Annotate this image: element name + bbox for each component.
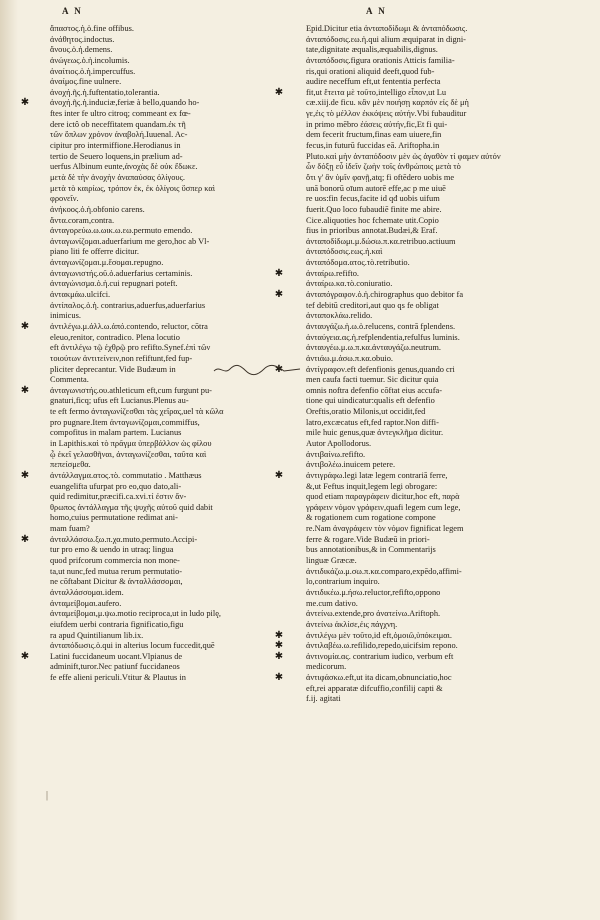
line-text: ἀνταυγάζω.ἡ.ω.ὁ.relucens, contrā fplendens.: [306, 321, 456, 331]
line-text: ἀνταπόδοσις.figura orationis Atticis familia-: [306, 55, 455, 65]
text-line: [306, 333, 538, 344]
running-head-left: A N: [62, 6, 83, 16]
text-line: [50, 407, 282, 418]
asterisk-marker-icon: ✱: [20, 533, 30, 545]
text-line: [306, 205, 538, 216]
text-line: [50, 577, 282, 588]
text-line: [50, 184, 282, 195]
line-text: ἀνταμείβομαι,μ.ψω.motio reciproca,ut in ludo pilę,: [50, 609, 222, 619]
line-text: ἀνταπόδοσις.εως.ἡ.καὶ: [306, 247, 383, 257]
line-text: omnis noftra defenfio cōftat eius accufa-: [306, 385, 443, 395]
text-line: [50, 216, 282, 227]
text-line: [50, 662, 282, 673]
text-line: [50, 247, 282, 258]
line-text: ἀντάλλαγμα.ατος.τὸ. commutatio . Matthæus: [50, 470, 202, 480]
line-text: ἀνοχή.ῆς.ἡ.fuftentatio,tolerantia.: [50, 87, 160, 97]
text-line: [274, 86, 538, 99]
text-line: [50, 482, 282, 493]
text-line: [50, 35, 282, 46]
text-line: [306, 152, 538, 163]
running-head-right: A N: [366, 6, 387, 16]
text-line: [306, 375, 538, 386]
text-line: [306, 482, 538, 493]
text-line: [306, 407, 538, 418]
text-line: [306, 130, 538, 141]
line-text: ferre & rogare.Vide Budæū in priori-: [306, 534, 430, 544]
line-text: ἀνταλλάσσομαι.idem.: [50, 587, 124, 597]
text-line: [306, 216, 538, 227]
text-line: [306, 599, 538, 610]
text-line: [50, 152, 282, 163]
line-text: ris,qui orationi aliquid deeft,quod fub-: [306, 66, 435, 76]
line-text: ἀνώγεως.ὁ.ἡ.incolumis.: [50, 55, 130, 65]
text-line: [50, 45, 282, 56]
line-text: Commenta.: [50, 375, 89, 385]
text-line: [306, 279, 538, 290]
text-line: [50, 545, 282, 556]
text-line: [274, 672, 538, 684]
line-text: ἀντιβαίνω.refifto.: [306, 449, 366, 459]
line-text: tate,dignitate æqualis,æquabilis,dignus.: [306, 45, 438, 55]
text-line: [50, 428, 282, 439]
line-text: φρονεῖν.: [50, 194, 79, 204]
text-line: [306, 439, 538, 450]
text-line: [274, 629, 538, 642]
line-text: ἀνταλλάσσω.ξω.π.χα.muto,permuto.Accipi-: [50, 534, 198, 544]
line-text: τοιούτων ἀντιτείνειν,non refiftunt,fed fup-: [50, 353, 193, 363]
text-line: [50, 418, 282, 429]
line-text: ᾧ ἐκεῖ γελασθῆναι, ἀνταγωνίζεσθαι, ταῦτα καὶ: [50, 449, 207, 459]
asterisk-marker-icon: ✱: [20, 650, 30, 662]
line-text: quod prifcorum commercia non mone-: [50, 556, 180, 566]
line-text: ἀντίγραφον.eft defenfionis genus,quando cri: [306, 364, 455, 374]
line-text: quid redimitur,præcifi.ca.xvi.τί ἐστιν ἄν-: [50, 492, 187, 502]
text-line: [50, 77, 282, 88]
text-line: [50, 641, 282, 652]
line-text: mam fuam?: [50, 524, 90, 534]
line-text: ἀνταπόδοσις.εω.ἡ.qui alium æquiparat in digni-: [306, 34, 466, 44]
asterisk-marker-icon: ✱: [274, 363, 284, 375]
line-text: ἀνταποκλάω.relido.: [306, 311, 373, 321]
line-text: bus annotationibus,& in Commentarijs: [306, 545, 436, 555]
line-text: f.ij. agitati: [306, 694, 341, 704]
text-line: [20, 320, 282, 333]
line-text: ἀνταγωνίζομαι.μ.ἔσομαι.repugno.: [50, 258, 164, 268]
text-line: [50, 194, 282, 205]
text-line: [306, 684, 538, 695]
line-text: inimicus.: [50, 311, 81, 321]
line-text: ἀντιβολέω.inuicem petere.: [306, 460, 396, 470]
line-text: tef debitū creditori,aut quo qs fe obligat: [306, 300, 439, 310]
text-line: [50, 67, 282, 78]
asterisk-marker-icon: ✱: [274, 469, 284, 481]
text-line: [306, 343, 538, 354]
text-line: [50, 450, 282, 461]
text-line: [306, 567, 538, 578]
text-line: [50, 609, 282, 620]
line-text: dem fecerit fructum,finas eam uiuere,fin: [306, 130, 442, 140]
text-line: [306, 98, 538, 109]
text-line: [306, 194, 538, 205]
text-line: [50, 599, 282, 610]
line-text: ἀνταγώνισμα.ὁ.ἡ.cui repugnari poteft.: [50, 279, 178, 289]
text-line: [50, 226, 282, 237]
text-line: [306, 311, 538, 322]
line-text: μετὰ δὲ τὴν ἀνοχὴν ἀναπαύσας ὀλίγους.: [50, 172, 185, 182]
asterisk-marker-icon: ✱: [274, 650, 284, 662]
text-line: [50, 588, 282, 599]
line-text: ἀνταύγεια.ας.ἡ.refplendentia,refulfus luminis.: [306, 332, 460, 342]
text-line: [306, 588, 538, 599]
text-line: [50, 460, 282, 471]
line-text: ἀντιδικάζω.μ.σω.π.κα.comparo,expēdo,affimi-: [306, 566, 462, 576]
line-text: ἀναίμος.fine uulnere.: [50, 77, 122, 87]
asterisk-marker-icon: ✱: [20, 97, 30, 109]
text-line: [50, 130, 282, 141]
line-text: me.cum dativo.: [306, 598, 358, 608]
line-text: γράφειν νόμον γράφειν,quafi legem cum lege,: [306, 502, 461, 512]
text-line: [306, 513, 538, 524]
text-line: [306, 620, 538, 631]
line-text: eft ἀντιλέγω τῷ ἐχθρῷ pro refifto.Synef.ἐπὶ τῶν: [50, 343, 211, 353]
text-line: [306, 247, 538, 258]
text-line: [50, 301, 282, 312]
asterisk-marker-icon: ✱: [20, 320, 30, 332]
line-text: ὅτι γ' ἂν ὑμῖν φανῇ,atq; fi oftēdero uobis me: [306, 172, 455, 182]
text-line: [50, 279, 282, 290]
line-text: tur pro emo & uendo in utraq; lingua: [50, 545, 174, 555]
text-line: [274, 469, 538, 482]
line-text: ἄντα.coram,contra.: [50, 215, 115, 225]
text-line: [306, 396, 538, 407]
text-line: [306, 173, 538, 184]
line-text: in primo mēbro ἐάσεις αὐτήν,fic,Et fi qui-: [306, 119, 448, 129]
line-text: γε,ἐις τὸ μέλλον ἐκκόψεις αὐτήν.Vbi fubauditur: [306, 109, 467, 119]
line-text: pliciter deprecantur. Vide Budæum in: [50, 364, 176, 374]
line-text: ἀνταπόγραφον.ὁ.ἡ.chirographus quo debitor fa: [306, 290, 464, 300]
left-column: [20, 24, 282, 684]
line-text: ἀνταμείβομαι.aufero.: [50, 598, 122, 608]
text-line: [20, 533, 282, 546]
text-line: [306, 24, 538, 35]
text-line: [306, 226, 538, 237]
right-column: [274, 24, 538, 705]
line-text: ἀντιγράφω.legi latæ legem contrariā ferre,: [306, 470, 448, 480]
line-text: ἀντιλέγω μὲν τοῦτο,id eft,ὁμοιῶ,ὑπόκειμαι.: [306, 630, 452, 640]
text-line: [306, 56, 538, 67]
text-line: [50, 311, 282, 322]
asterisk-marker-icon: ✱: [20, 384, 30, 396]
line-text: ἀνταπόδομα.ατος.τὸ.retributio.: [306, 258, 410, 268]
line-text: & rogationem cum rogatione compone: [306, 513, 436, 523]
text-line: [50, 269, 282, 280]
text-line: [306, 609, 538, 620]
line-text: ἀνήκοος.ὁ.ἡ.obfonio carens.: [50, 204, 145, 214]
text-line: [50, 343, 282, 354]
text-line: [20, 469, 282, 482]
line-text: ἀνταπόδωσις.ὁ.qui in alterius locum fuccedit,quē: [50, 641, 215, 651]
text-line: [306, 67, 538, 78]
line-text: gnaturi,ficq; ufus eft Lucianus.Plenus au-: [50, 396, 189, 406]
asterisk-marker-icon: ✱: [274, 86, 284, 98]
asterisk-marker-icon: ✱: [274, 672, 284, 684]
text-line: [50, 333, 282, 344]
line-text: μετὰ τὸ καιρίως, τρόπον ἐκ, ἐκ ὀλίγοις ὕσπερ καὶ: [50, 183, 216, 193]
line-text: re.Nam ἀναγράφειν τὸν νόμον fignificat legem: [306, 524, 464, 534]
text-line: [50, 492, 282, 503]
line-text: ἀνάθητος.indoctus.: [50, 34, 115, 44]
text-line: [306, 45, 538, 56]
text-line: [50, 631, 282, 642]
line-text: ἀντίπαλος.ὁ.ἡ. contrarius,aduerfus,aduerfarius: [50, 300, 206, 310]
line-text: ἀνταγωνιστής.οῦ.ὁ.aduerfarius certaminis.: [50, 268, 193, 278]
line-text: ἀντιφάσκω.eft,ut ita dicam,obnunciatio,hoc: [306, 673, 452, 683]
text-line: [50, 673, 282, 684]
text-line: [306, 237, 538, 248]
text-line: [50, 120, 282, 131]
line-text: mile huic genus,quæ ἀντεγκλῆμα dicitur.: [306, 428, 444, 438]
text-line: [306, 77, 538, 88]
line-text: &,ut Feftus inquit,legem legi obrogare:: [306, 481, 438, 491]
line-text: adminift,turor.Nec patiunf fuccidaneos: [50, 662, 180, 672]
line-text: unā bonorū oīum autorē effe,ac p me uiuē: [306, 183, 446, 193]
line-text: Cice.aliquoties hoc fchemate utit.Copio: [306, 215, 439, 225]
line-text: ἀντινομία.ας. contrarium iudico, verbum eft: [306, 651, 454, 661]
line-text: audire neceffum eft,ut fententia perfecta: [306, 77, 441, 87]
line-text: euangelifta ufurpat pro eo,quo dato,ali-: [50, 481, 182, 491]
line-text: ἀντιλέγω.μ.ἀλλ.ω.ἀπό.contendo, reluctor, cōtra: [50, 321, 208, 331]
text-line: [306, 577, 538, 588]
line-text: ἀντιδικέω.μ.ήσω.reluctor,refifto,oppono: [306, 587, 441, 597]
line-text: Autor Apollodorus.: [306, 438, 372, 448]
text-line: [306, 503, 538, 514]
line-text: latro,excæcatus eft,fed raptor.Non diffi-: [306, 417, 439, 427]
line-text: Pluto.καὶ μὴν ἀνταπόδοσιν μὲν ὡς ἀγαθὸν τί φαμεν αὐτόν: [306, 151, 501, 161]
text-line: [306, 524, 538, 535]
line-text: linguæ Græcæ.: [306, 556, 357, 566]
text-line: [20, 650, 282, 663]
text-line: [50, 503, 282, 514]
line-text: Latini fuccidaneum uocant.Vlpianus de: [50, 651, 183, 661]
line-text: tione qui uindicatur:qualis eft defenfio: [306, 396, 435, 406]
line-text: quod etiam παραγράφειν dicitur,hoc eft, παρὰ: [306, 492, 460, 502]
text-line: [306, 258, 538, 269]
line-text: θρωπος ἀντάλλαγμα τῆς ψυχῆς αὐτοῦ quid dabit: [50, 502, 213, 512]
text-line: [306, 120, 538, 131]
line-text: ἄνους.ὁ.ἡ.demens.: [50, 45, 113, 55]
line-text: homo,cuius permutatione redimat ani-: [50, 513, 178, 523]
line-text: uerfus Albinum eunte,ἀνοχὰς δὲ οὐκ ἔδωκε.: [50, 162, 198, 172]
line-text: ἀνταίρω.refifto.: [306, 268, 359, 278]
line-text: ἀνταποδίδωμι.μ.δώσω.π.κα.retribuo.actiuum: [306, 236, 456, 246]
line-text: ne cōftabant Dicitur & ἀνταλλάσσομαι,: [50, 577, 183, 587]
line-text: compofitus in malam partem. Lucianus: [50, 428, 182, 438]
line-text: lo,contrarium inquiro.: [306, 577, 380, 587]
line-text: ἀντακμάω.ulcifci.: [50, 290, 111, 300]
text-line: [20, 384, 282, 397]
text-line: [306, 694, 538, 705]
asterisk-marker-icon: ✱: [274, 640, 284, 652]
text-line: [50, 513, 282, 524]
line-text: te eft fermo ἀνταγωνίζεσθαι τὰς χεῖρας,uel τὰ κῶλα: [50, 407, 224, 417]
line-text: Epid.Dicitur etia ἀνταποδίδωμι & ἀνταπόδωσις.: [306, 24, 468, 33]
text-line: [50, 205, 282, 216]
text-line: [274, 640, 538, 652]
line-text: men caufa facti tuemur. Sic dicitur quia: [306, 375, 439, 385]
line-text: pro pugnare.Item ἀνταγωνίζομαι,commiffus,: [50, 417, 200, 427]
line-text: piano liti fe offerre dicitur.: [50, 247, 139, 257]
text-line: [306, 460, 538, 471]
line-text: ἀντιάω.μ.ἀσω.π.κα.obuio.: [306, 353, 394, 363]
text-line: [306, 162, 538, 173]
asterisk-marker-icon: ✱: [274, 629, 284, 641]
line-text: fuerit.Quo loco fubaudiē finite me abire.: [306, 204, 442, 214]
text-line: [306, 662, 538, 673]
line-text: fecus,in futurū fuccidas eā. Ariftopha.in: [306, 141, 440, 151]
line-text: ἀναίτιος.ὁ.ἡ.impercuffus.: [50, 66, 136, 76]
line-text: ἄπαστος.ἡ.ὁ.fine offibus.: [50, 24, 135, 33]
line-text: fius in prioribus annotat.Budæi,& Eraf.: [306, 226, 438, 236]
text-line: [50, 556, 282, 567]
line-text: tertio de Seuero loquens,in prælium ad-: [50, 151, 183, 161]
line-text: ta,ut nunc,fed mutua rerum permutatio-: [50, 566, 183, 576]
line-text: in Lapithis.καὶ τὸ πρᾶγμα ὑπερβάλλον ὡς φίλου: [50, 438, 212, 448]
line-text: re uos:fin fecus,facite id qđ uobis uifum: [306, 194, 440, 204]
text-line: [306, 354, 538, 365]
line-text: fit,ut ἔτειτα μὲ τοῦτο,intelligo εἶπον,ut Lu: [306, 87, 447, 97]
line-text: ἀντείνω ἀκλίσε,ἐις πάγχνη.: [306, 619, 398, 629]
line-text: fe effe alieni periculi.Vtitur & Plautus in: [50, 673, 186, 683]
line-text: eiufdem uerbi contraria fignificatio,figu: [50, 619, 184, 629]
line-text: ἀντιλαβέω.ω.refilido,repedo,uicifsim repono.: [306, 641, 458, 651]
text-line: [306, 301, 538, 312]
text-line: [306, 450, 538, 461]
text-line: [306, 35, 538, 46]
text-line: [50, 524, 282, 535]
text-line: [50, 56, 282, 67]
line-text: ἀνταίρω.κα.τὸ.coniuratio.: [306, 279, 393, 289]
line-text: ftes inter fe ultro citroq; commeant ex fœ-: [50, 109, 191, 119]
text-line: [306, 386, 538, 397]
line-text: ἀνταγωνίζομαι.aduerfarium me gero,hoc ab Vl-: [50, 236, 210, 246]
asterisk-marker-icon: ✱: [274, 267, 284, 279]
line-text: τῶν ὅπλων χρόνον ἀναβολή.Iuuenal. Ac-: [50, 130, 188, 140]
line-text: ἀνταγορεύω.ω.ωικ.ω.εω.permuto emendo.: [50, 226, 193, 236]
text-line: [50, 173, 282, 184]
line-text: medicorum.: [306, 662, 347, 672]
line-text: ra apud Quintilianum lib.ix.: [50, 630, 144, 640]
text-line: [306, 428, 538, 439]
line-text: ὧν δόξῃ εὖ ἰδεῖν ζωὴν τοῖς ἀνθρώποις μετὰ τὸ: [306, 162, 461, 172]
text-line: [306, 141, 538, 152]
line-text: ἀνταυγέω.μ.ω.π.κα.ἀνταυγάζω.neutrum.: [306, 343, 441, 353]
handwritten-scribble: [212, 363, 302, 377]
text-line: [50, 141, 282, 152]
text-line: [20, 97, 282, 109]
text-line: [50, 88, 282, 99]
text-line: [50, 396, 282, 407]
text-line: [306, 556, 538, 567]
margin-mark: |: [46, 790, 49, 801]
line-text: eft,rei apparatæ difcuffio,confilij capti &: [306, 683, 443, 693]
line-text: ἀνταγωνιστής.ου.athleticum eft,cum furgunt pu-: [50, 385, 212, 395]
line-text: ἀνοχή.ῆς.ἡ.induciæ,feriæ à bello,quando ho-: [50, 98, 200, 108]
text-line: [50, 620, 282, 631]
text-line: [50, 290, 282, 301]
text-line: [306, 545, 538, 556]
text-line: [274, 650, 538, 663]
line-text: dere ictô ob neceffitatem quandam.ἐκ τῆ: [50, 119, 186, 129]
text-line: [50, 162, 282, 173]
asterisk-marker-icon: ✱: [20, 469, 30, 481]
text-line: [50, 258, 282, 269]
text-line: [50, 237, 282, 248]
text-line: [306, 492, 538, 503]
line-text: cæ.xiij.de ficu. κἂν μὲν ποιήσῃ καρπόν εἰς δὲ μὴ: [306, 98, 469, 108]
text-line: [50, 439, 282, 450]
text-line: [50, 24, 282, 35]
text-line: [50, 109, 282, 120]
line-text: eleuo,renitor, contradico. Plena locutio: [50, 332, 180, 342]
line-text: Oreftis,oratio Milonis,ut occidit,fed: [306, 407, 426, 417]
text-line: [274, 289, 538, 301]
text-line: [274, 363, 538, 376]
line-text: ἀντείνω.extende,pro ἀνατείνω.Ariftoph.: [306, 609, 441, 619]
text-line: [306, 109, 538, 120]
text-line: [50, 567, 282, 578]
asterisk-marker-icon: ✱: [274, 289, 284, 301]
line-text: πεπείσμεθα.: [50, 460, 91, 470]
line-text: cipitur pro intermiffione.Herodianus in: [50, 141, 181, 151]
text-line: [306, 535, 538, 546]
text-line: [306, 322, 538, 333]
text-line: [306, 184, 538, 195]
text-line: [306, 418, 538, 429]
text-line: [274, 267, 538, 280]
